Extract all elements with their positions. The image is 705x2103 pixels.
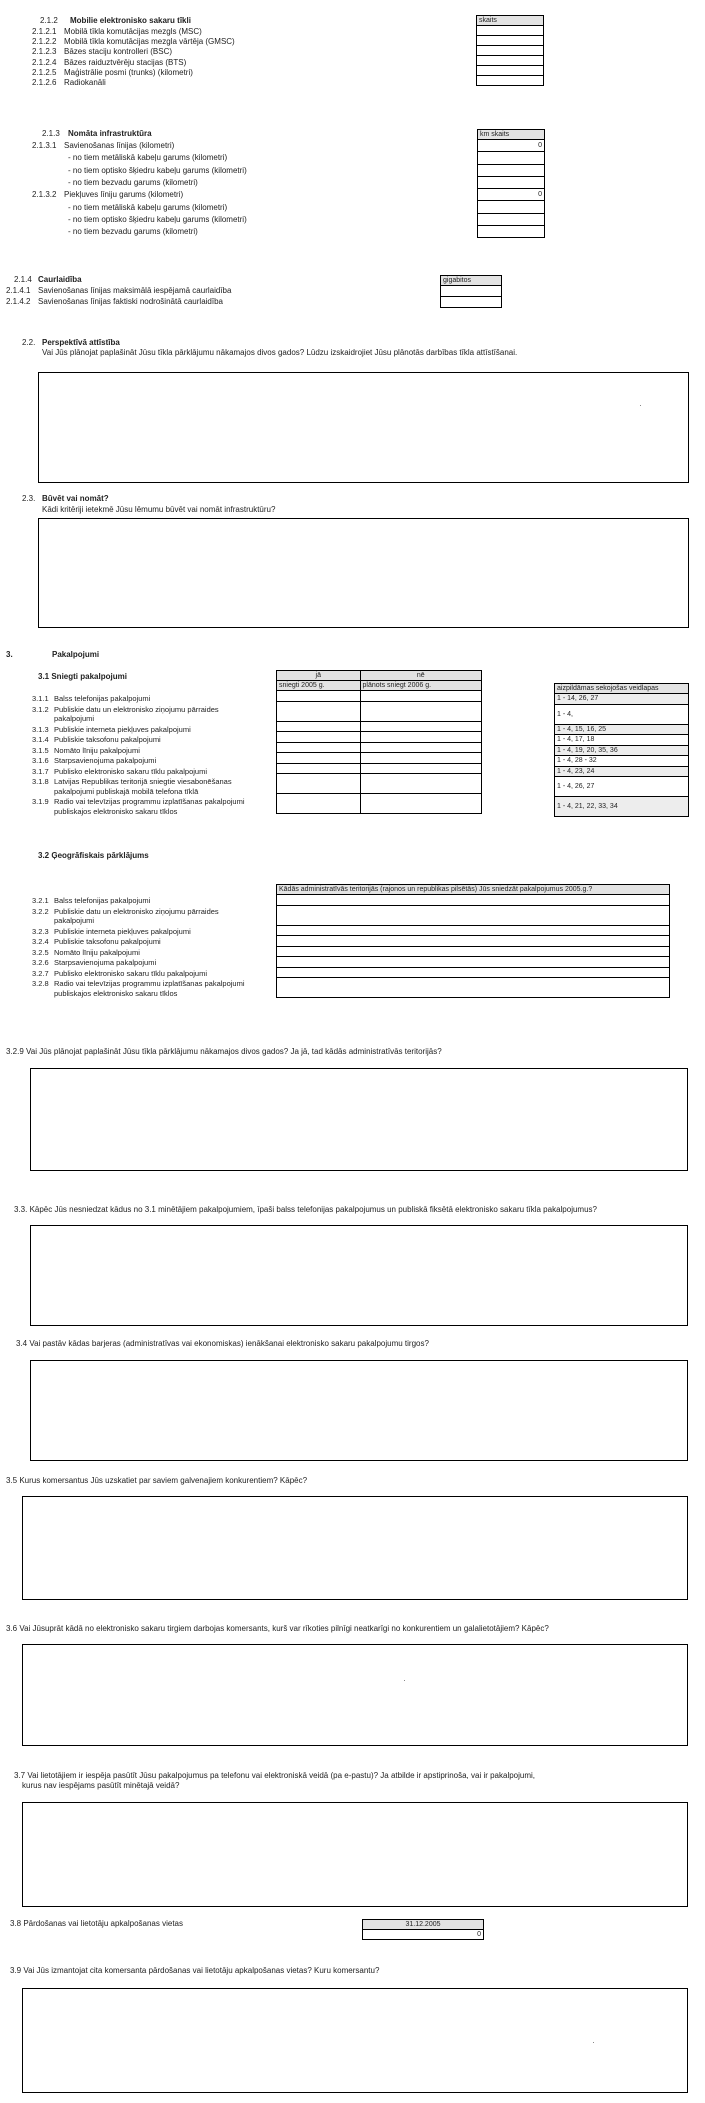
s31-item-label: pakalpojumi publiskajā mobilā telefona tīklā <box>54 786 199 796</box>
q35-text: 3.5 Kurus komersantus Jūs uzskatiet par saviem galvenajiem konkurentiem? Kāpēc? <box>6 1476 308 1485</box>
s214-title: Caurlaidība <box>38 275 82 284</box>
s31-item-label: Publiskie interneta piekļuves pakalpojumi <box>54 724 191 734</box>
s31-item-label: Starpsavienojuma pakalpojumi <box>54 756 157 765</box>
s31-ne-cell[interactable] <box>360 774 481 794</box>
s214-value-cell[interactable] <box>441 297 502 308</box>
s32-value-cell[interactable] <box>277 978 670 998</box>
s31-col-ne: nē <box>360 671 481 681</box>
s31-item-num: 3.1.1 <box>32 694 49 703</box>
q36-answer-box[interactable] <box>22 1644 688 1746</box>
q33-text: 3.3. Kāpēc Jūs nesniedzat kādus no 3.1 minētājiem pakalpojumiem, īpaši balss telefonijas pakalpojumus un publiskā fiksētā elektronisko sakaru tīkla pakalpojumus? <box>14 1205 597 1214</box>
s31-item-num: 3.1.6 <box>32 756 49 765</box>
s213-row-label: - no tiem bezvadu garums (kilometri) <box>68 177 198 187</box>
s31-item-num: 3.1.2 <box>32 704 49 714</box>
s32-title: 3.2 Ģeogrāfiskais pārklājums <box>38 851 149 860</box>
s31-ja-cell[interactable] <box>277 701 361 721</box>
s32-item-num: 3.2.7 <box>32 968 49 978</box>
s212-value-cell[interactable] <box>477 46 544 56</box>
s3-num: 3. <box>6 650 13 659</box>
s23-num: 2.3. <box>22 494 36 503</box>
s32-value-cell[interactable] <box>277 905 670 925</box>
s31-item-label: Publiskie taksofonu pakalpojumi <box>54 735 161 744</box>
s212-item-num: 2.1.2.2 <box>32 37 57 47</box>
s212-title: Mobilie elektronisko sakaru tīkli <box>70 16 191 25</box>
s31-forms-cell: 1 - 4, 21, 22, 33, 34 <box>555 797 689 817</box>
s31-ja-cell[interactable] <box>277 732 361 743</box>
s31-item-label: Nomāto līniju pakalpojumi <box>54 745 140 755</box>
s31-forms-cell: 1 - 4, 23, 24 <box>555 766 689 777</box>
s31-table <box>276 670 482 814</box>
s212-value-cell[interactable] <box>477 76 544 86</box>
scan-speck <box>593 2042 594 2043</box>
s31-ne-cell[interactable] <box>360 732 481 743</box>
s213-value-cell[interactable] <box>478 164 545 176</box>
scan-speck <box>404 1680 405 1681</box>
s31-title: 3.1 Sniegti pakalpojumi <box>38 672 127 681</box>
s22-answer-box[interactable] <box>38 372 689 483</box>
s213-row-label: - no tiem metāliskā kabeļu garums (kilometri) <box>68 153 228 163</box>
s22-question: Vai Jūs plānojat paplašināt Jūsu tīkla pārklājumu nākamajos divos gados? Lūdzu izskaidrojiet Jūsu plānotās darbības tīkla attīstīšanai. <box>42 348 518 357</box>
s31-forms-cell: 1 - 4, <box>555 704 689 724</box>
s212-value-cell[interactable] <box>477 36 544 46</box>
s212-item-label: Bāzes raiduztvērēju stacijas (BTS) <box>64 57 187 67</box>
s213-title: Nomāta infrastruktūra <box>68 129 152 138</box>
s31-forms-table <box>554 683 689 817</box>
s212-value-cell[interactable] <box>477 26 544 36</box>
s213-col-header: km skaits <box>478 130 545 140</box>
s213-row-label: Piekļuves līniju garums (kilometri) <box>64 190 184 200</box>
s31-item-num: 3.1.8 <box>32 777 49 786</box>
s32-item-num: 3.2.3 <box>32 926 49 936</box>
s32-item-label: pakalpojumi <box>54 916 95 925</box>
s32-item-num: 3.2.5 <box>32 947 49 957</box>
s32-item-label: publiskajos elektronisko sakaru tīklos <box>54 988 178 998</box>
s32-item-num: 3.2.4 <box>32 937 49 946</box>
s31-ne-cell[interactable] <box>360 701 481 721</box>
s32-item-num: 3.2.2 <box>32 906 49 916</box>
s22-title: Perspektīvā attīstība <box>42 338 120 347</box>
s31-item-label: Publiskie datu un elektronisko ziņojumu pārraides <box>54 704 219 714</box>
s3-title: Pakalpojumi <box>52 650 100 659</box>
s32-value-cell[interactable] <box>277 925 670 936</box>
s22-num: 2.2. <box>22 338 36 347</box>
s212-item-num: 2.1.2.1 <box>32 27 57 36</box>
s31-forms-cell: 1 - 4, 15, 16, 25 <box>555 724 689 735</box>
s32-value-cell[interactable] <box>277 946 670 957</box>
s31-forms-cell: 1 - 4, 17, 18 <box>555 735 689 746</box>
q38-table <box>362 1919 484 1940</box>
q329-answer-box[interactable] <box>30 1068 688 1171</box>
s32-item-label: Publiskie interneta piekļuves pakalpojumi <box>54 926 191 936</box>
s31-item-label: pakalpojumi <box>54 714 95 723</box>
s31-col-ja: jā <box>277 671 361 681</box>
s32-value-cell[interactable] <box>277 957 670 968</box>
s32-item-label: Radio vai televīzijas programmu izplatīšanas pakalpojumi <box>54 979 245 988</box>
s32-item-label: Publiskie datu un elektronisko ziņojumu pārraides <box>54 906 219 916</box>
q38-date: 31.12.2005 <box>363 1920 484 1930</box>
s31-ja-cell[interactable] <box>277 742 361 753</box>
s32-value-cell[interactable] <box>277 895 670 906</box>
s213-row-label: - no tiem optisko šķiedru kabeļu garums (kilometri) <box>68 165 247 175</box>
s31-ja-cell[interactable] <box>277 691 361 702</box>
q37-line1: 3.7 Vai lietotājiem ir iespēja pasūtīt Jūsu pakalpojumus pa telefonu vai elektroniskā veidā (pa e-pastu)? Ja atbilde ir apstiprinoša, vai ir pakalpojumi, <box>14 1771 536 1780</box>
s213-row-label: - no tiem optisko šķiedru kabeļu garums (kilometri) <box>68 214 247 224</box>
s31-item-num: 3.1.7 <box>32 766 49 776</box>
s31-forms-cell: 1 - 4, 28 - 32 <box>555 756 689 767</box>
q34-text: 3.4 Vai pastāv kādas barjeras (administratīvas vai ekonomiskas) ienākšanai elektronisko sakaru pakalpojumu tirgos? <box>16 1339 429 1348</box>
s214-value-cell[interactable] <box>441 286 502 297</box>
s32-value-cell[interactable] <box>277 967 670 978</box>
s31-ja-cell[interactable] <box>277 763 361 774</box>
q38-label: 3.8 Pārdošanas vai lietotāju apkalpošanas vietas <box>10 1919 183 1928</box>
q38-value[interactable]: 0 <box>363 1930 484 1940</box>
s32-item-num: 3.2.8 <box>32 979 49 988</box>
s213-row-label: Savienošanas līnijas (kilometri) <box>64 141 175 150</box>
s212-item-label: Bāzes staciju kontrolleri (BSC) <box>64 47 173 57</box>
s213-value-cell[interactable]: 0 <box>478 140 545 152</box>
s32-col-header: Kādās administratīvās teritorijās (rajonos un republikas pilsētās) Jūs sniedzāt pakalpojumus 2005.g.? <box>277 885 670 895</box>
q37-line2: kurus nav iespējams pasūtīt minētajā veidā? <box>22 1781 180 1790</box>
s213-value-cell[interactable] <box>478 152 545 164</box>
s212-item-num: 2.1.2.3 <box>32 47 57 57</box>
s212-item-label: Radiokanāli <box>64 78 106 87</box>
q36-text: 3.6 Vai Jūsuprāt kādā no elektronisko sakaru tirgiem darbojas komersants, kurš var rīkoties pilnīgi neatkarīgi no konkurentiem un galalietotājiem? Kāpēc? <box>6 1624 549 1633</box>
s214-item-num: 2.1.4.1 <box>6 286 31 295</box>
s213-value-cell[interactable] <box>478 176 545 188</box>
s31-item-label: Radio vai televīzijas programmu izplatīšanas pakalpojumi <box>54 797 245 806</box>
s32-item-num: 3.2.6 <box>32 958 49 967</box>
s31-col-forms: aizpildāmas sekojošas veidlapas <box>555 684 689 694</box>
s31-ne-cell[interactable] <box>360 763 481 774</box>
s213-row-num: 2.1.3.2 <box>32 190 57 200</box>
s213-value-cell[interactable]: 0 <box>478 189 545 201</box>
s31-item-num: 3.1.9 <box>32 797 49 806</box>
s31-item-label: Latvijas Republikas teritorijā sniegtie viesabonēšanas <box>54 777 232 786</box>
s31-ne-cell[interactable] <box>360 721 481 732</box>
s212-item-num: 2.1.2.6 <box>32 78 57 87</box>
q39-text: 3.9 Vai Jūs izmantojat cita komersanta pārdošanas vai lietotāju apkalpošanas vietas? Kuru komersantu? <box>10 1966 380 1975</box>
s31-item-num: 3.1.3 <box>32 724 49 734</box>
s31-forms-cell: 1 - 4, 26, 27 <box>555 777 689 797</box>
s214-col-header: gigabitos <box>441 276 502 286</box>
s213-value-cell[interactable] <box>478 201 545 213</box>
s212-item-label: Mobilā tīkla komutācijas mezgls (MSC) <box>64 27 202 36</box>
s212-col-header: skaits <box>477 16 544 26</box>
s31-item-num: 3.1.5 <box>32 745 49 755</box>
s23-title: Būvēt vai nomāt? <box>42 494 109 503</box>
s32-item-label: Nomāto līniju pakalpojumi <box>54 947 140 957</box>
s23-question: Kādi kritēriji ietekmē Jūsu lēmumu būvēt vai nomāt infrastruktūru? <box>42 505 276 514</box>
s32-item-num: 3.2.1 <box>32 896 49 905</box>
s31-ja-cell[interactable] <box>277 794 361 814</box>
s31-item-label: Balss telefonijas pakalpojumi <box>54 694 151 703</box>
q37-answer-box[interactable] <box>22 1802 688 1907</box>
s212-value-cell[interactable] <box>477 56 544 66</box>
s31-ne-cell[interactable] <box>360 691 481 702</box>
s212-item-label: Maģistrālie posmi (trunks) (kilometri) <box>64 67 193 77</box>
s32-table <box>276 884 670 998</box>
s213-value-cell[interactable] <box>478 213 545 225</box>
s212-item-label: Mobilā tīkla komutācijas mezgla vārtēja (GMSC) <box>64 37 235 47</box>
s31-ne-cell[interactable] <box>360 794 481 814</box>
s31-item-label: publiskajos elektronisko sakaru tīklos <box>54 806 178 816</box>
s32-item-label: Starpsavienojuma pakalpojumi <box>54 958 157 967</box>
s23-answer-box[interactable] <box>38 518 689 628</box>
s32-item-label: Publisko elektronisko sakaru tīklu pakalpojumi <box>54 968 207 978</box>
q33-answer-box[interactable] <box>30 1225 688 1326</box>
s214-item-label: Savienošanas līnijas faktiski nodrošinātā caurlaidība <box>38 297 223 306</box>
s31-sub-ja: sniegti 2005 g. <box>277 681 361 691</box>
s213-row-num: 2.1.3.1 <box>32 141 57 150</box>
s31-ja-cell[interactable] <box>277 721 361 732</box>
scan-speck <box>640 405 641 406</box>
q35-answer-box[interactable] <box>22 1496 688 1600</box>
s212-num: 2.1.2 <box>40 16 58 25</box>
s31-forms-cell: 1 - 14, 26, 27 <box>555 694 689 705</box>
q329-text: 3.2.9 Vai Jūs plānojat paplašināt Jūsu tīkla pārklājumu nākamajos divos gados? Ja jā, tad kādās administratīvās teritorijās? <box>6 1047 442 1056</box>
s32-value-cell[interactable] <box>277 936 670 947</box>
s31-ja-cell[interactable] <box>277 774 361 794</box>
s213-row-label: - no tiem metāliskā kabeļu garums (kilometri) <box>68 202 228 212</box>
s31-item-label: Publisko elektronisko sakaru tīklu pakalpojumi <box>54 766 207 776</box>
q39-answer-box[interactable] <box>22 1988 688 2093</box>
s32-item-label: Balss telefonijas pakalpojumi <box>54 896 151 905</box>
s31-forms-cell: 1 - 4, 19, 20, 35, 36 <box>555 745 689 756</box>
s31-sub-ne: plānots sniegt 2006 g. <box>360 681 481 691</box>
s213-row-label: - no tiem bezvadu garums (kilometri) <box>68 227 198 237</box>
s32-item-label: Publiskie taksofonu pakalpojumi <box>54 937 161 946</box>
q34-answer-box[interactable] <box>30 1360 688 1461</box>
s214-num: 2.1.4 <box>14 275 32 284</box>
s212-table <box>476 15 544 86</box>
s212-value-cell[interactable] <box>477 66 544 76</box>
s31-ja-cell[interactable] <box>277 753 361 764</box>
s31-ne-cell[interactable] <box>360 753 481 764</box>
s213-num: 2.1.3 <box>42 129 60 138</box>
s31-ne-cell[interactable] <box>360 742 481 753</box>
s212-item-num: 2.1.2.5 <box>32 67 57 77</box>
s213-value-cell[interactable] <box>478 226 545 238</box>
s212-item-num: 2.1.2.4 <box>32 57 57 67</box>
s214-table <box>440 275 502 308</box>
s214-item-num: 2.1.4.2 <box>6 297 31 306</box>
s214-item-label: Savienošanas līnijas maksimālā iespējamā caurlaidība <box>38 286 232 295</box>
s31-item-num: 3.1.4 <box>32 735 49 744</box>
s213-table <box>477 129 545 238</box>
